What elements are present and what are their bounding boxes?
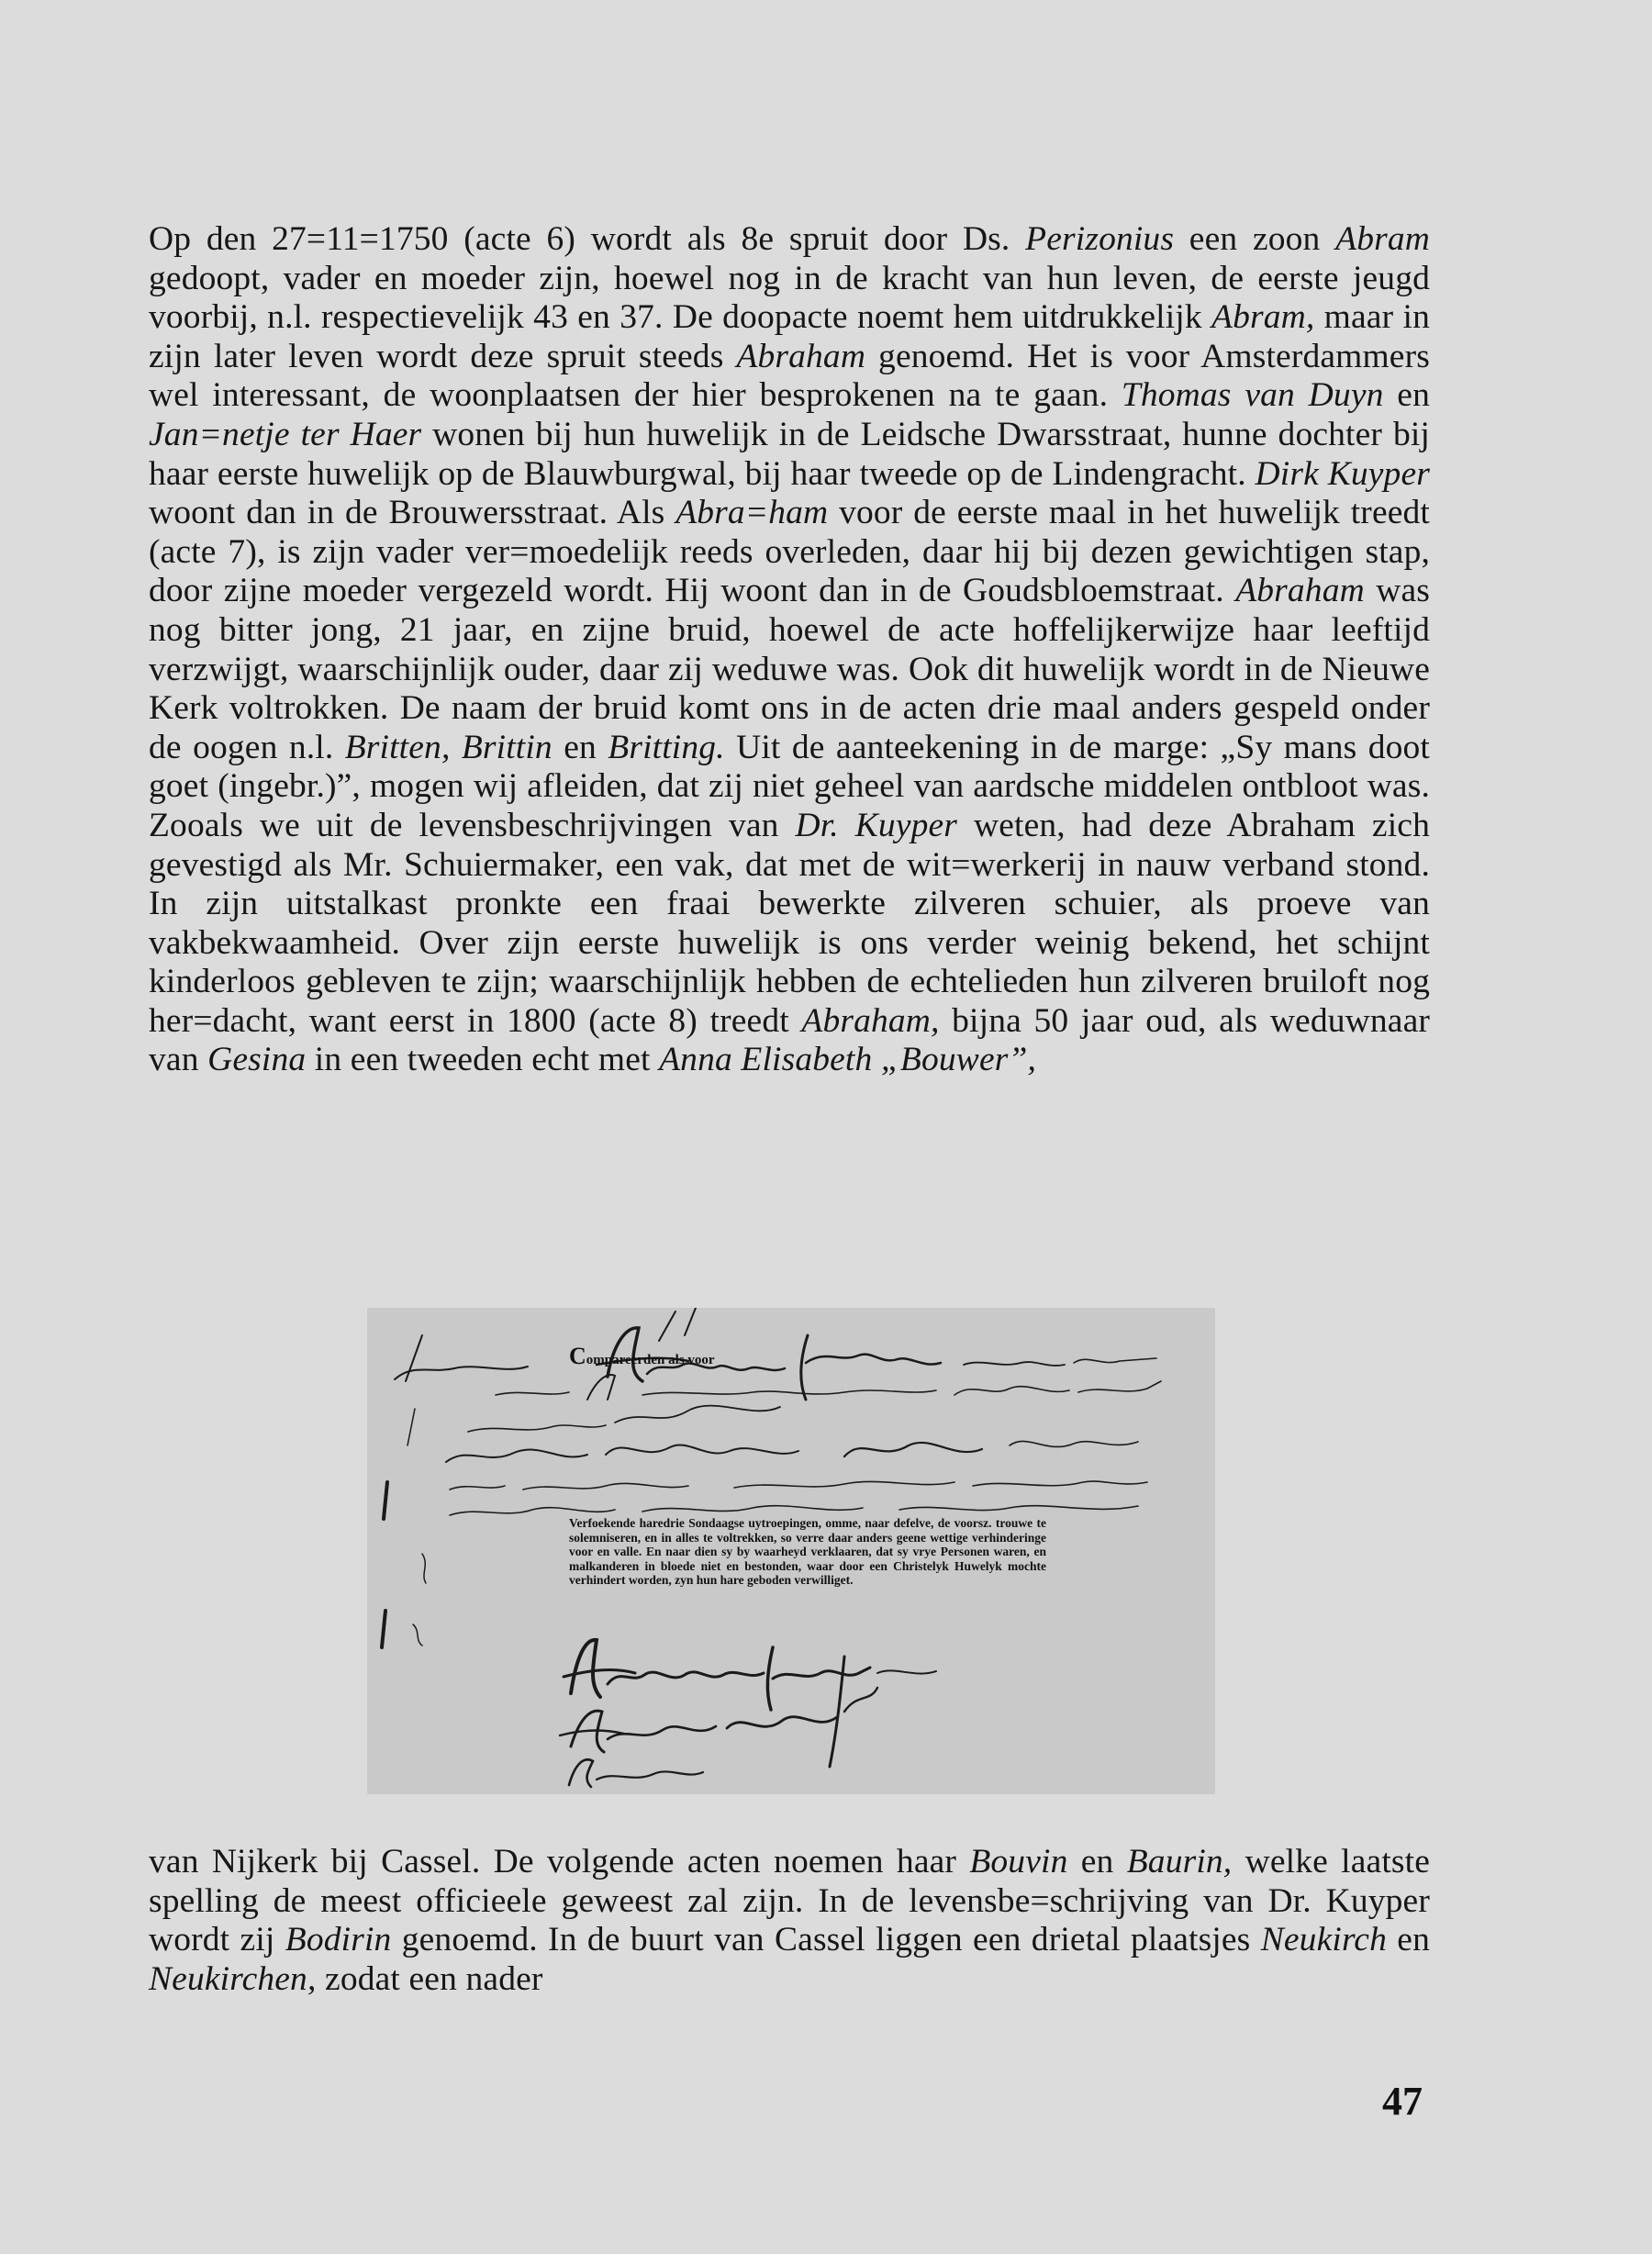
text-run: en <box>1067 1843 1127 1880</box>
italic-run: Abram, <box>1211 298 1315 337</box>
text-run: een zoon <box>1174 220 1336 258</box>
text-run: wonen bij hun huwelijk in de Leidsche Dwarsstraat, hunne dochter bij haar eerste huwelijk op de Blauwburgwal, bij haar tweede op de Lindengracht. <box>149 415 1430 493</box>
text-run: voor de eerste maal in het huwelijk treedt (acte 7), is zijn vader ver=moedelijk reeds overleden, daar hij bij dezen gewichtigen stap, door zijne moeder vergezeld wordt. Hij woont dan in de Goudsbloemstraat. <box>149 494 1430 610</box>
italic-run: Bodirin <box>285 1921 392 1959</box>
italic-run: Abram <box>1335 220 1431 258</box>
body-paragraph-1 <box>149 220 1430 1080</box>
text-run: in een tweeden echt met <box>306 1041 660 1079</box>
printed-heading-initial: C <box>569 1343 586 1369</box>
italic-run: Abraham <box>1235 572 1365 610</box>
italic-run: Britten, Brittin <box>344 728 553 766</box>
text-run: en <box>1386 1921 1430 1959</box>
text-run: gedoopt, vader en moeder zijn, hoewel nog in de kracht van hun leven, de eerste jeugd voorbij, n.l. respectievelijk 43 en 37. De doopacte noemt hem uitdrukkelijk <box>149 259 1430 337</box>
italic-run: Perizonius <box>1025 220 1175 258</box>
text-run: Op den 27=11=1750 (acte 6) wordt als 8e spruit door Ds. <box>149 220 1026 258</box>
italic-run: Thomas van Duyn <box>1121 376 1384 415</box>
text-run: woont dan in de Brouwersstraat. Als <box>149 494 676 532</box>
body-paragraph-2 <box>149 1843 1430 1999</box>
italic-run: Anna Elisabeth „Bouwer”, <box>659 1041 1037 1079</box>
text-run: en <box>552 728 608 766</box>
text-run: genoemd. In de buurt van Cassel liggen een drietal plaatsjes <box>391 1921 1261 1959</box>
italic-run: Neukirchen, <box>149 1959 317 1998</box>
page-number: 47 <box>1382 2079 1423 2124</box>
text-run: genoemd. Het is voor Amsterdammers wel interessant, de woonplaatsen der hier besprokenen na te gaan. <box>149 337 1430 415</box>
marriage-record-facsimile <box>367 1308 1215 1794</box>
italic-run: Neukirch <box>1260 1921 1387 1959</box>
text-run: welke laatste spelling de meest officieele geweest zal zijn. In de levensbe=schrijving van Dr. Kuyper wordt zij <box>149 1843 1431 1959</box>
italic-run: Dr. Kuyper <box>795 806 958 844</box>
italic-run: Abra=ham <box>675 494 829 532</box>
italic-run: Gesina <box>207 1041 307 1079</box>
italic-run: Abraham, <box>801 1001 940 1040</box>
italic-run: Abraham <box>736 337 866 375</box>
italic-run: Bouvin <box>969 1843 1068 1880</box>
italic-run: Dirk Kuyper <box>1255 454 1430 493</box>
italic-run: Baurin, <box>1126 1843 1233 1880</box>
text-run: Uit de aanteekening in de marge: „Sy mans doot goet (ingebr.)”, mogen wij afleiden, dat zij niet geheel van aardsche middelen ontbloot was. Zooals we uit de levensbeschrijvingen van <box>149 728 1431 844</box>
printed-heading-rest: ompareerden als voor <box>586 1353 715 1367</box>
text-run: weten, had deze Abraham zich gevestigd als Mr. Schuiermaker, een vak, dat met de wit=werkerij in nauw verband stond. In zijn uitstalkast pronkte een fraai bewerkte zilveren schuier, als proeve van vakbekwaamheid. Over zijn eerste huwelijk is ons verder weinig bekend, het schijnt kinderloos gebleven te zijn; waarschijnlijk hebben de echtelieden hun zilveren bruiloft nog her=dacht, want eerst in 1800 (acte 8) treedt <box>149 806 1430 1040</box>
printed-form-text: Verfoekende haredrie Sondaagse uytroepingen, omme, naar defelve, de voorsz. trouwe te solemniseren, en in alles te voltrekken, so verre daar anders geene wettige verhinderinge voor en valle. En naar dien sy by waarheyd verklaaren, dat sy vrye Personen waren, en malkanderen in bloede niet en bestonden, waar door een Christelyk Huwelyk mochte verhindert worden, zyn hun hare geboden verwilliget. <box>569 1516 1046 1587</box>
text-run: was nog bitter jong, 21 jaar, en zijne bruid, hoewel de acte hoffelijkerwijze haar leeftijd verzwijgt, waarschijnlijk ouder, daar zij weduwe was. Ook dit huwelijk wordt in de Nieuwe Kerk voltrokken. De naam der bruid komt ons in de acten drie maal anders gespeld onder de oogen n.l. <box>149 572 1431 766</box>
text-run: bijna 50 jaar oud, als weduwnaar van <box>149 1001 1430 1079</box>
italic-run: Britting. <box>608 728 725 766</box>
printed-form-heading <box>569 1343 714 1370</box>
italic-run: Jan=netje ter Haer <box>149 415 422 453</box>
text-run: maar in zijn later leven wordt deze spruit steeds <box>149 298 1430 375</box>
text-run: van Nijkerk bij Cassel. De volgende acten noemen haar <box>149 1843 970 1880</box>
text-run: zodat een nader <box>316 1959 543 1998</box>
text-run: en <box>1383 376 1430 415</box>
